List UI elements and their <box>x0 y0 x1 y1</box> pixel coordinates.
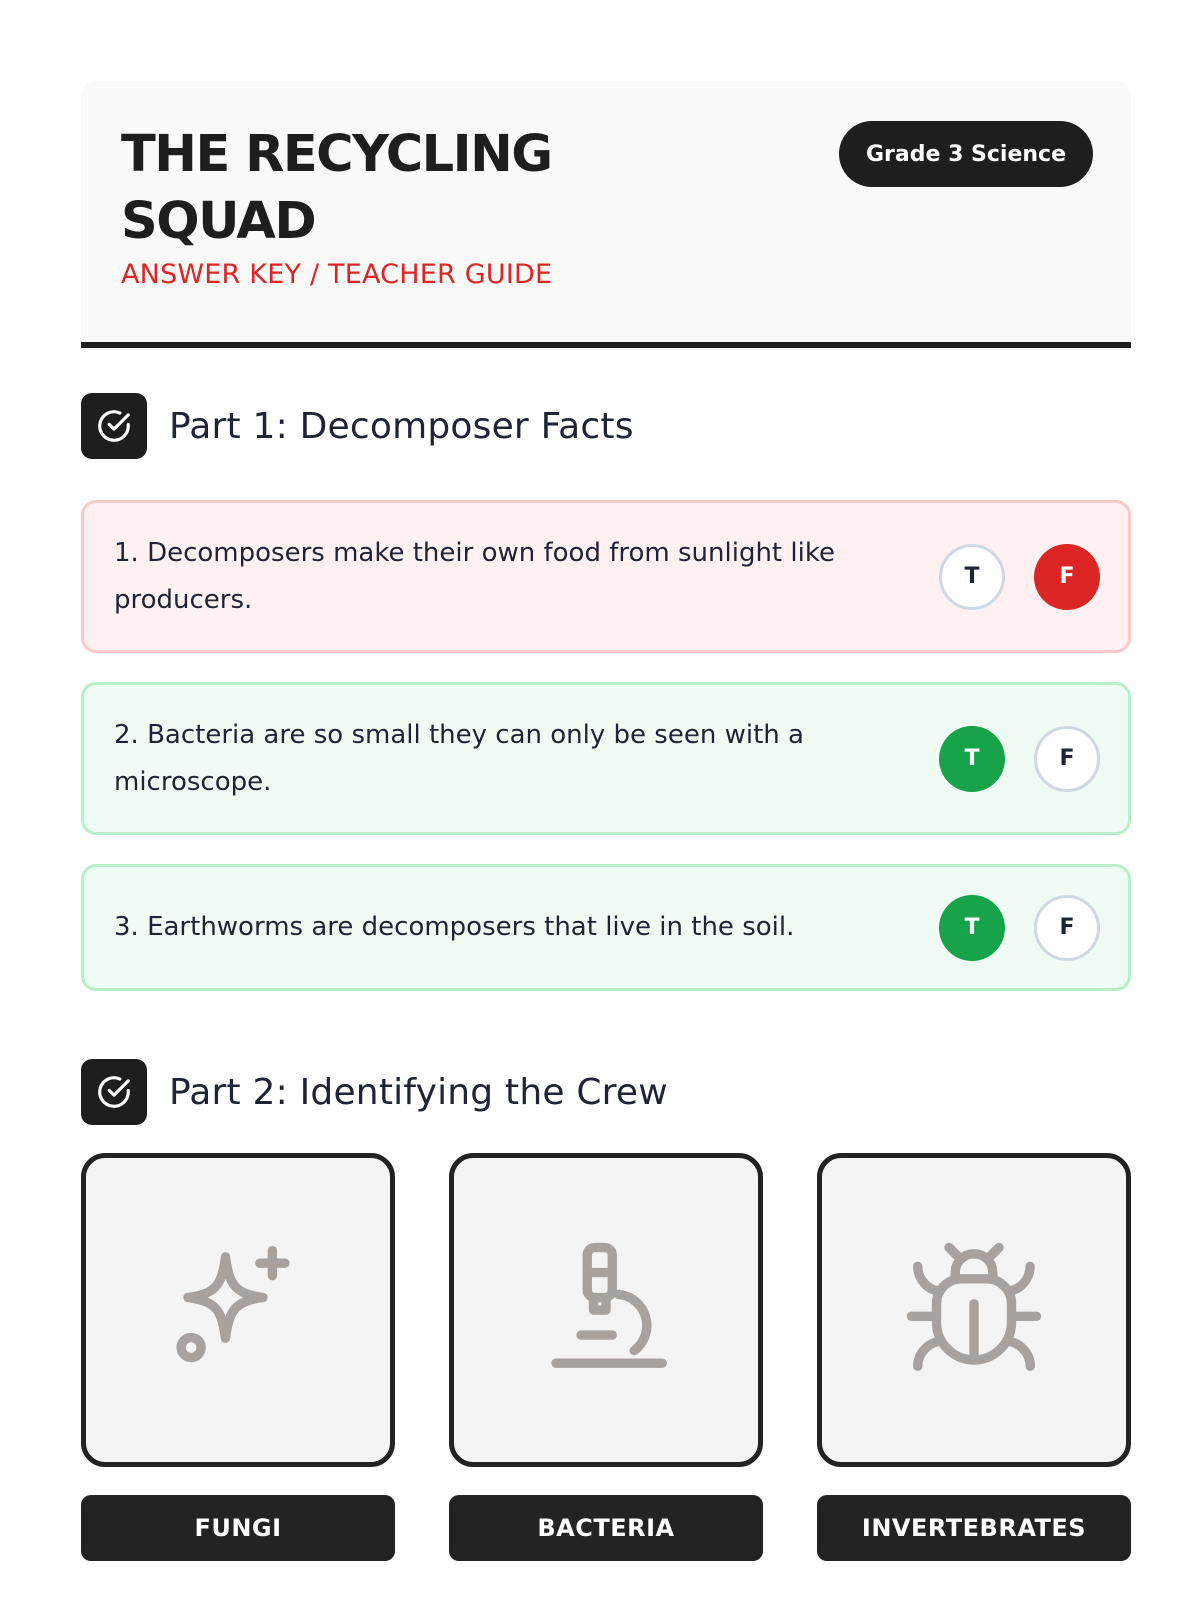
fungi-label: FUNGI <box>81 1495 395 1561</box>
question-3-false-option[interactable]: F <box>1034 895 1100 961</box>
question-1-true-option[interactable]: T <box>939 544 1005 610</box>
question-2-text: 2. Bacteria are so small they can only be seen with a microscope. <box>114 719 804 797</box>
microscope-icon <box>531 1235 681 1385</box>
worksheet-title: THE RECYCLING SQUAD <box>121 125 552 251</box>
question-2-true-option[interactable]: T <box>939 726 1005 792</box>
worksheet-header <box>81 81 1131 348</box>
question-2-false-option[interactable]: F <box>1034 726 1100 792</box>
question-2-card <box>81 682 1131 835</box>
bacteria-label: BACTERIA <box>449 1495 763 1561</box>
sparkles-icon <box>163 1235 313 1385</box>
invertebrates-card <box>817 1153 1131 1467</box>
bacteria-card <box>449 1153 763 1467</box>
part1-title: Part 1: Decomposer Facts <box>169 405 634 447</box>
bug-icon <box>899 1235 1049 1385</box>
part2-heading <box>81 1059 668 1125</box>
part1-heading <box>81 393 634 459</box>
question-1-false-option[interactable]: F <box>1034 544 1100 610</box>
question-3-true-option[interactable]: T <box>939 895 1005 961</box>
question-1-card <box>81 500 1131 653</box>
grade-badge: Grade 3 Science <box>839 121 1093 187</box>
question-3-card <box>81 864 1131 991</box>
worksheet-subtitle: ANSWER KEY / TEACHER GUIDE <box>121 259 553 290</box>
question-3-text: 3. Earthworms are decomposers that live in the soil. <box>114 912 795 942</box>
invertebrates-label: INVERTEBRATES <box>817 1495 1131 1561</box>
fungi-card <box>81 1153 395 1467</box>
check-circle-icon <box>81 393 147 459</box>
check-circle-icon <box>81 1059 147 1125</box>
question-1-text: 1. Decomposers make their own food from sunlight like producers. <box>114 537 835 615</box>
part2-title: Part 2: Identifying the Crew <box>169 1071 668 1113</box>
